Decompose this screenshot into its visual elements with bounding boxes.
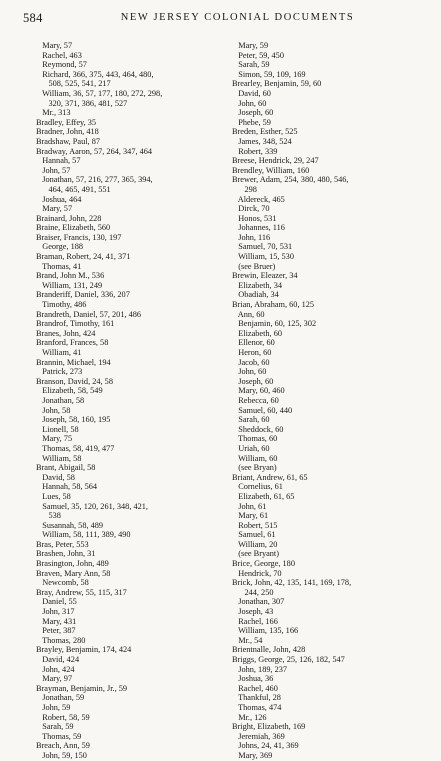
index-entry: Daniel, 55 — [36, 597, 77, 607]
index-entry: Jacob, 60 — [232, 357, 270, 367]
index-entry: Joshua, 36 — [232, 674, 274, 684]
index-entry: Joseph, 60 — [232, 376, 274, 386]
index-entry: Benjamin, 60, 125, 302 — [232, 319, 317, 329]
index-entry: Joseph, 60 — [232, 108, 274, 118]
index-entry: Jeremiah, 369 — [232, 731, 285, 741]
index-entry: Mr., 313 — [36, 108, 71, 118]
index-entry: Rachel, 166 — [232, 616, 278, 626]
index-entry: Richard, 366, 375, 443, 464, 480, — [36, 69, 154, 79]
index-entry: Simon, 59, 109, 169 — [232, 69, 306, 79]
index-entry: Thankful, 28 — [232, 693, 281, 703]
index-entry: 244, 250 — [232, 587, 274, 597]
index-entry: Samuel, 61 — [232, 530, 276, 540]
index-entry: Jonathan, 57, 216, 277, 365, 394, — [36, 175, 153, 185]
index-entry: Breese, Hendrick, 29, 247 — [232, 156, 319, 166]
index-entry: Susannah, 58, 489 — [36, 520, 104, 530]
index-entry: John, 61 — [232, 501, 267, 511]
index-column-right — [232, 41, 437, 761]
index-entry: Brewer, Adam, 254, 380, 480, 546, — [232, 175, 349, 185]
index-entry: Briggs, George, 25, 126, 182, 547 — [232, 655, 345, 664]
index-entry: Hannah, 58, 564 — [36, 482, 98, 492]
index-entry: Patrick, 273 — [36, 367, 83, 377]
index-entry: Obadiah, 34 — [232, 290, 279, 300]
index-entry: David, 60 — [232, 88, 271, 98]
index-entry: Sarah, 60 — [232, 415, 270, 425]
index-entry: Brand, John M., 536 — [36, 271, 105, 281]
index-entry: Brayman, Benjamin, Jr., 59 — [36, 683, 128, 693]
index-entry: 298 — [232, 184, 257, 194]
index-entry: (see Bruer) — [232, 261, 276, 271]
index-entry: Elizabeth, 34 — [232, 280, 282, 290]
index-entry: Brice, George, 180 — [232, 559, 295, 569]
index-entry: Brant, Abigail, 58 — [36, 463, 96, 473]
index-entry: Rachel, 460 — [232, 683, 278, 693]
index-entry: Mary, 59 — [232, 41, 269, 50]
index-entry: Mary, 431 — [36, 616, 77, 626]
index-entry: Bray, Andrew, 55, 115, 317 — [36, 587, 127, 597]
index-entry: William, 41 — [36, 348, 82, 357]
index-entry: Mary, 97 — [36, 674, 73, 684]
index-entry: William, 58, 111, 389, 490 — [36, 530, 131, 540]
index-entry: Breach, Ann, 59 — [36, 741, 90, 751]
index-entry: Branes, John, 424 — [36, 328, 96, 338]
index-entry: Branford, Frances, 58 — [36, 338, 109, 348]
index-entry: Jonathan, 307 — [232, 597, 285, 607]
index-entry: Mr., 54 — [232, 635, 263, 645]
index-entry: (see Bryant) — [232, 549, 279, 559]
index-entry: Aldereck, 465 — [232, 194, 285, 204]
index-entry: William, 135, 166 — [232, 626, 299, 636]
index-entry: Lionell, 58 — [36, 424, 79, 434]
running-head: NEW JERSEY COLONIAL DOCUMENTS — [120, 12, 355, 23]
index-entry: Johannes, 116 — [232, 223, 285, 233]
index-entry: Bradshaw, Paul, 87 — [36, 136, 100, 146]
index-entry: Elizabeth, 60 — [232, 328, 282, 338]
index-entry: Johns, 24, 41, 369 — [232, 741, 299, 751]
index-entry: Joseph, 43 — [232, 607, 274, 617]
index-entry: Briant, Andrew, 61, 65 — [232, 472, 308, 482]
index-entry: Uriah, 60 — [232, 443, 270, 453]
index-entry: Samuel, 35, 120, 261, 348, 421, — [36, 501, 149, 511]
index-entry: Bras, Peter, 553 — [36, 539, 89, 549]
index-entry: William, 60 — [232, 453, 278, 463]
index-entry: John, 317 — [36, 607, 75, 617]
index-entry: Robert, 515 — [232, 520, 278, 530]
index-entry: Elizabeth, 61, 65 — [232, 491, 295, 501]
index-entry: Joshua, 464 — [36, 194, 82, 204]
index-entry: Samuel, 60, 440 — [232, 405, 293, 415]
index-entry: Jonathan, 58 — [36, 395, 85, 405]
index-entry: Brandreth, Daniel, 57, 201, 486 — [36, 309, 142, 319]
index-entry: Sarah, 59 — [36, 722, 74, 732]
index-entry: John, 60 — [232, 98, 267, 108]
index-entry: 508, 525, 541, 217 — [36, 79, 111, 89]
index-entry: James, 348, 524 — [232, 136, 292, 146]
index-entry: Branson, David, 24, 58 — [36, 376, 113, 386]
index-entry: Braven, Mary Ann, 58 — [36, 568, 111, 578]
index-entry: Lues, 58 — [36, 491, 71, 501]
index-entry: Thomas, 474 — [232, 702, 282, 712]
index-entry: Bradley, Effey, 35 — [36, 117, 97, 127]
index-entry: Brewin, Eleazer, 34 — [232, 271, 298, 281]
index-entry: Brientnalle, John, 428 — [232, 645, 306, 655]
index-entry: Brashen, John, 31 — [36, 549, 96, 559]
index-entry: George, 188 — [36, 242, 84, 252]
index-entry: Hannah, 57 — [36, 156, 81, 166]
index-entry: 538 — [36, 511, 61, 521]
index-entry: William, 20 — [232, 539, 278, 549]
index-entry: Brasington, John, 489 — [36, 559, 109, 569]
index-entry: Mary, 61 — [232, 511, 269, 521]
index-entry: Hendrick, 70 — [232, 568, 282, 578]
index-entry: John, 60 — [232, 367, 267, 377]
index-entry: Mr., 126 — [232, 712, 267, 722]
index-entry: Sheddock, 60 — [232, 424, 284, 434]
index-entry: Brearley, Benjamin, 59, 60 — [232, 79, 322, 89]
index-entry: Braine, Elizabeth, 560 — [36, 223, 111, 233]
index-entry: John, 424 — [36, 664, 75, 674]
index-entry: Brian, Abraham, 60, 125 — [232, 300, 315, 310]
index-entry: John, 189, 237 — [232, 664, 288, 674]
index-entry: Thomas, 280 — [36, 635, 86, 645]
index-entry: Bradner, John, 418 — [36, 127, 99, 137]
index-entry: Thomas, 59 — [36, 731, 82, 741]
index-entry: Braman, Robert, 24, 41, 371 — [36, 252, 131, 262]
index-column-left — [36, 41, 224, 761]
index-entry: David, 424 — [36, 655, 80, 664]
index-entry: Rebecca, 60 — [232, 395, 279, 405]
index-entry: Honos, 531 — [232, 213, 277, 223]
index-entry: Rachel, 463 — [36, 50, 82, 60]
index-entry: Brayley, Benjamin, 174, 424 — [36, 645, 132, 655]
index-entry: Mary, 75 — [36, 434, 73, 444]
index-entry: Elizabeth, 58, 549 — [36, 386, 103, 396]
index-entry: John, 58 — [36, 405, 71, 415]
index-entry: Samuel, 70, 531 — [232, 242, 293, 252]
index-entry: 464, 465, 491, 551 — [36, 184, 111, 194]
index-entry: Thomas, 60 — [232, 434, 278, 444]
index-entry: Jonathan, 59 — [36, 693, 85, 703]
index-entry: Bradway, Aaron, 57, 264, 347, 464 — [36, 146, 153, 156]
index-entry: Bright, Elizabeth, 169 — [232, 722, 306, 732]
index-entry: Mary, 57 — [36, 204, 73, 214]
index-entry: Ellenor, 60 — [232, 338, 275, 348]
index-entry: Peter, 59, 450 — [232, 50, 284, 60]
index-entry: Mary, 60, 460 — [232, 386, 285, 396]
index-entry: Mary, 369 — [232, 750, 273, 760]
page-number: 584 — [23, 11, 43, 25]
index-entry: John, 59, 150 — [36, 750, 87, 760]
index-entry: William, 15, 530 — [232, 252, 294, 262]
index-entry: Heron, 60 — [232, 348, 272, 357]
index-entry: John, 57 — [36, 165, 71, 175]
index-entry: Reymond, 57 — [36, 60, 87, 70]
index-entry: Brannin, Michael, 194 — [36, 357, 111, 367]
index-entry: Braiser, Francis, 130, 197 — [36, 232, 122, 242]
index-entry: Dirck, 70 — [232, 204, 270, 214]
index-entry: Breden, Esther, 525 — [232, 127, 298, 137]
index-entry: Robert, 58, 59 — [36, 712, 90, 722]
index-entry: John, 59 — [36, 702, 71, 712]
index-entry: Brick, John, 42, 135, 141, 169, 178, — [232, 578, 352, 588]
index-entry: Phebe, 59 — [232, 117, 271, 127]
index-entry: Thomas, 58, 419, 477 — [36, 443, 115, 453]
index-entry: David, 58 — [36, 472, 75, 482]
index-entry: Sarah, 59 — [232, 60, 270, 70]
index-entry: Ann, 60 — [232, 309, 265, 319]
index-entry: Newcomb, 58 — [36, 578, 89, 588]
index-entry: William, 131, 249 — [36, 280, 103, 290]
index-entry: Thomas, 41 — [36, 261, 82, 271]
index-entry: Timothy, 486 — [36, 300, 87, 310]
index-entry: Brandrof, Timothy, 161 — [36, 319, 115, 329]
index-entry: Robert, 339 — [232, 146, 278, 156]
index-entry: William, 36, 57, 177, 180, 272, 298, — [36, 88, 163, 98]
index-entry: Brainard, John, 228 — [36, 213, 102, 223]
index-entry: Cornelius, 61 — [232, 482, 283, 492]
index-entry: Brendley, William, 160 — [232, 165, 310, 175]
index-entry: Branderiff, Daniel, 336, 207 — [36, 290, 130, 300]
index-entry: John, 116 — [232, 232, 271, 242]
index-entry: 320, 371, 386, 481, 527 — [36, 98, 128, 108]
index-entry: Joseph, 58, 160, 195 — [36, 415, 111, 425]
index-entry: William, 58 — [36, 453, 82, 463]
index-entry: Peter, 387 — [36, 626, 76, 636]
index-entry: (see Bryan) — [232, 463, 277, 473]
index-entry: Mary, 57 — [36, 41, 73, 50]
